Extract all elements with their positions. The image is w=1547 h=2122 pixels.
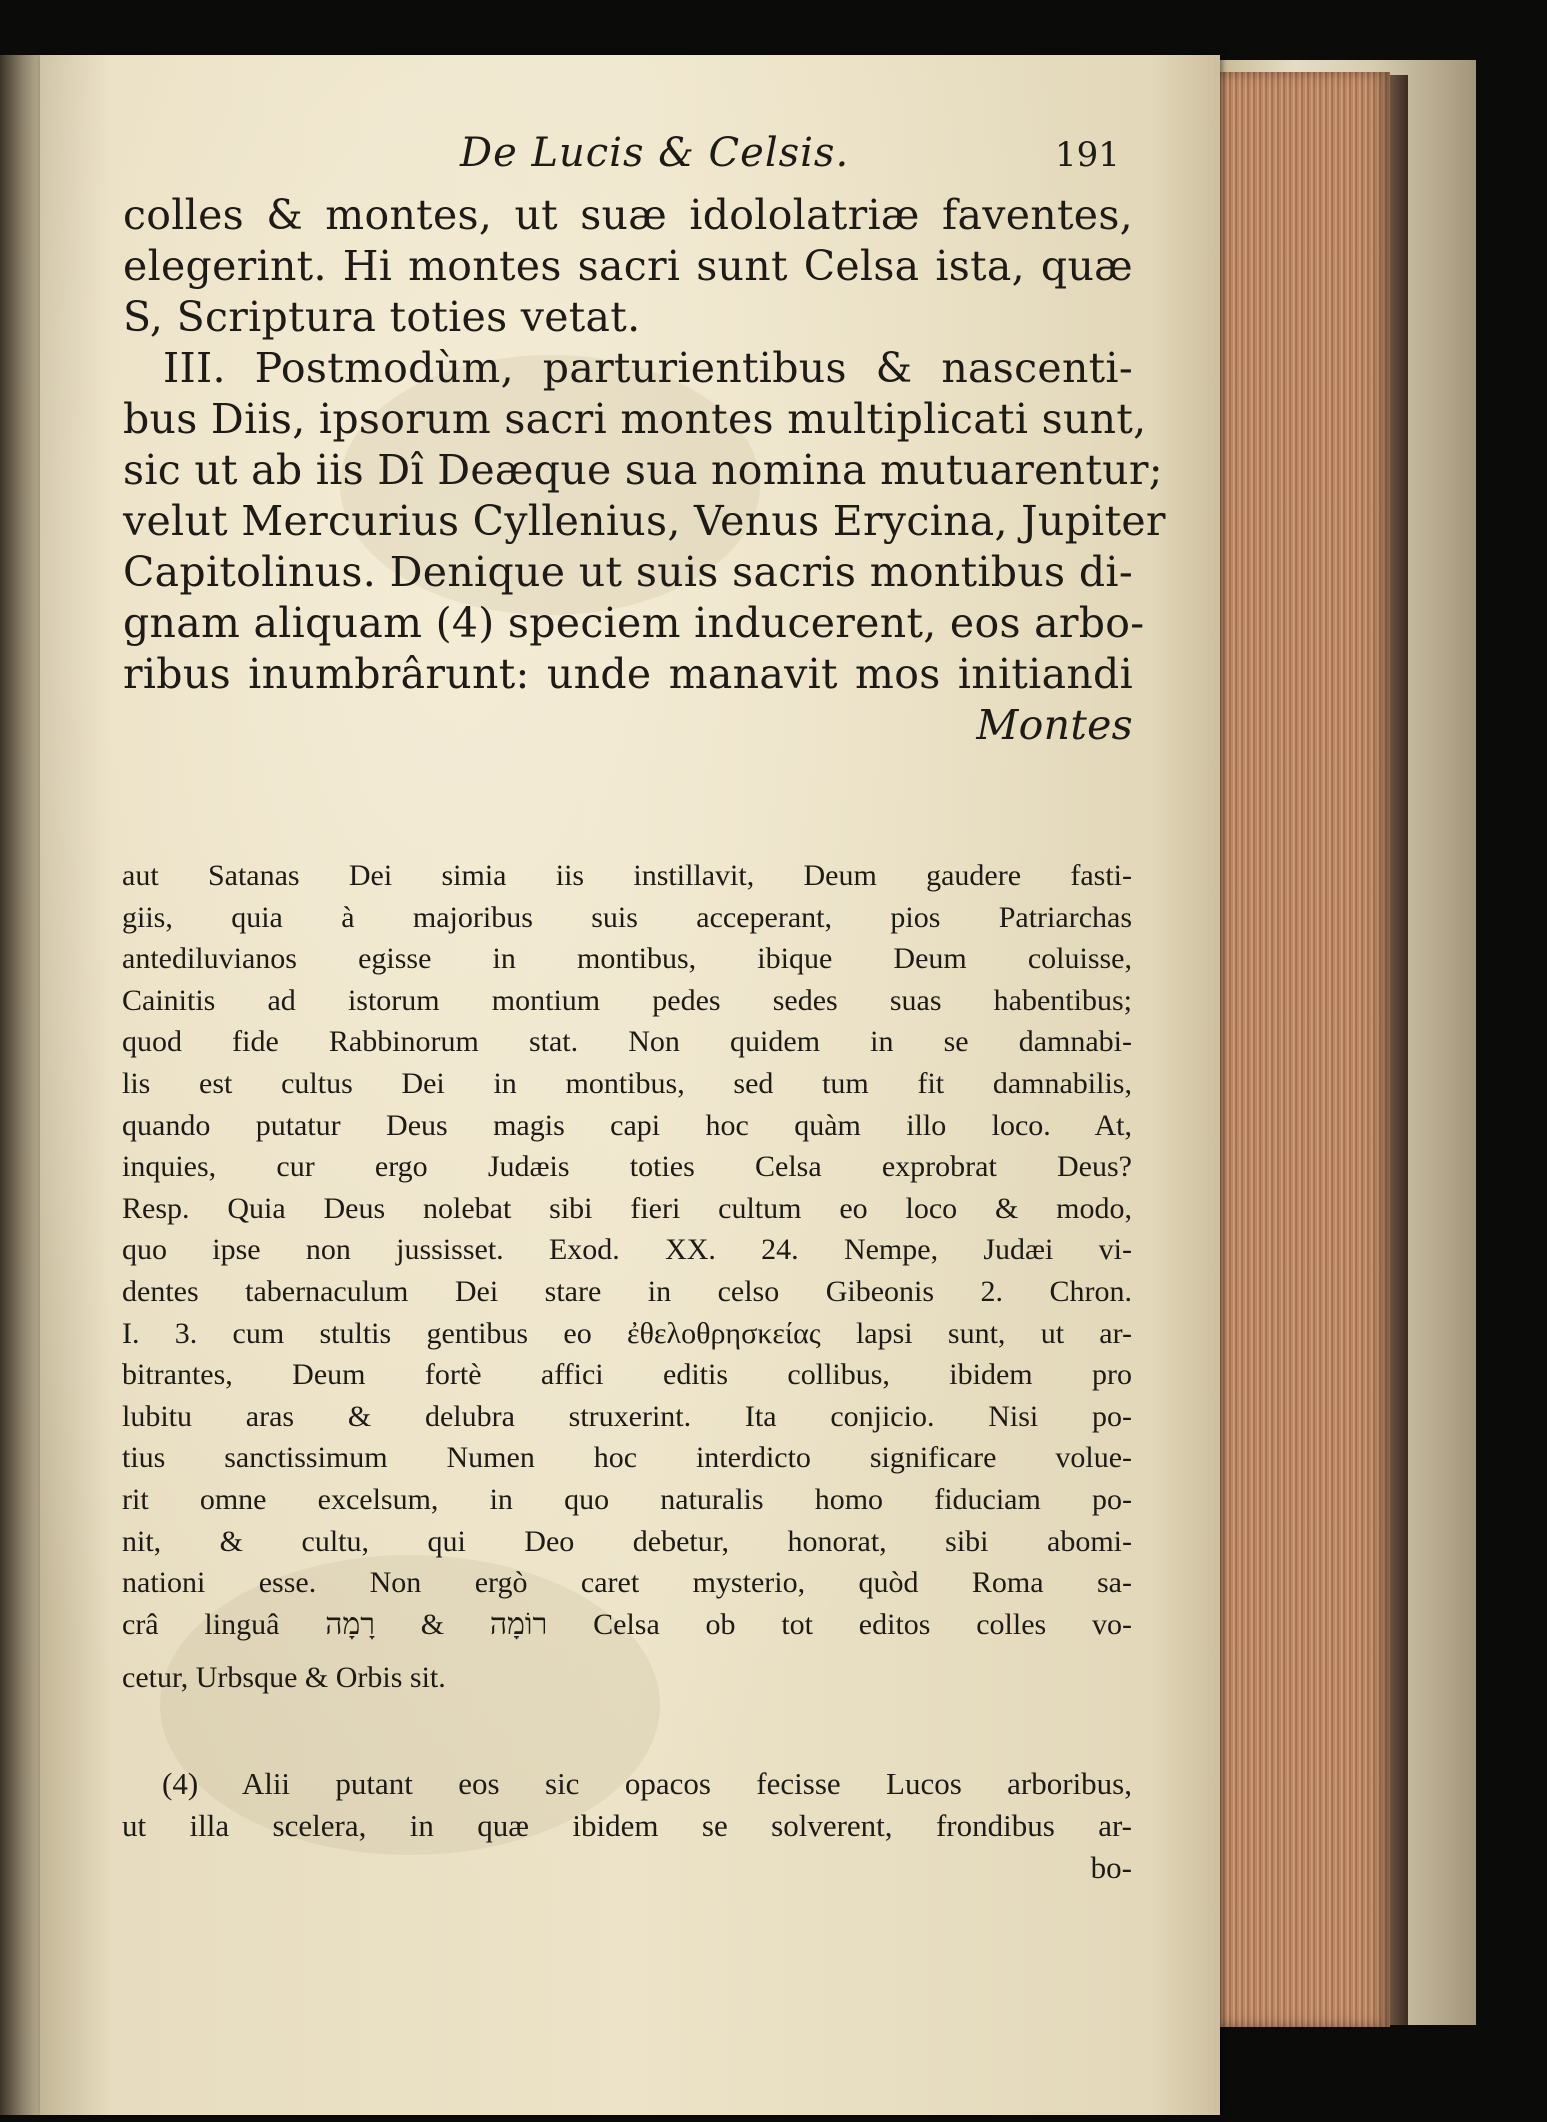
note-line: quod fide Rabbinorum stat. Non quidem in se damnabi- [122,1025,1132,1059]
main-line: bus Diis, ipsorum sacri montes multiplicati sunt, [123,395,1147,443]
note-line: quo ipse non jussisset. Exod. XX. 24. Nempe, Judæi vi- [122,1233,1132,1267]
note-line: dentes tabernaculum Dei stare in celso Gibeonis 2. Chron. [122,1274,1132,1308]
note-text [122,855,1132,1699]
left-page-edge [0,55,40,2115]
main-line: gnam aliquam (4) speciem inducerent, eos arbo- [123,599,1145,647]
note-line: quando putatur Deus magis capi hoc quàm illo loco. At, [122,1108,1132,1142]
note-line: Cainitis ad istorum montium pedes sedes suas habentibus; [122,983,1132,1017]
note-line: cetur, Urbsque & Orbis sit. [122,1661,446,1695]
catchword: Montes [976,701,1133,749]
footnote-line: ut illa scelera, in quæ ibidem se solverent, frondibus ar- [122,1808,1132,1843]
main-text [123,190,1166,751]
note-line: lis est cultus Dei in montibus, sed tum fit damnabilis, [122,1066,1132,1100]
main-line: colles & montes, ut suæ idololatriæ faventes, [123,191,1133,239]
main-line: III. Postmodùm, parturientibus & nascenti- [163,344,1133,392]
note-line: I. 3. cum stultis gentibus eo ἐθελοθρησκείας lapsi sunt, ut ar- [122,1316,1132,1350]
note-line: tius sanctissimum Numen hoc interdicto significare volue- [122,1441,1132,1475]
note-line: bitrantes, Deum fortè affici editis collibus, ibidem pro [122,1358,1132,1392]
note-line: lubitu aras & delubra struxerint. Ita conjicio. Nisi po- [122,1399,1132,1433]
note-line: crâ linguâ רוֹמָה & רָמָה Celsa ob tot editos colles vo- [122,1607,1132,1641]
page-fore-edge [1220,72,1390,2027]
book-page [40,55,1220,2115]
main-line: S, Scriptura toties vetat. [123,293,641,341]
footnote [122,1763,1132,1889]
running-title: De Lucis & Celsis. [460,130,850,176]
note-line: nationi esse. Non ergò caret mysterio, quòd Roma sa- [122,1566,1132,1600]
main-line: ribus inumbrârunt: unde manavit mos initiandi [123,650,1133,698]
main-line: sic ut ab iis Dî Deæque sua nomina mutuarentur; [123,446,1163,494]
footnote-line: (4) Alii putant eos sic opacos fecisse Lucos arboribus, [162,1766,1132,1801]
note-line: aut Satanas Dei simia iis instillavit, Deum gaudere fasti- [122,859,1132,892]
note-line: inquies, cur ergo Judæis toties Celsa exprobrat Deus? [122,1150,1132,1184]
main-line: Capitolinus. Denique ut suis sacris montibus di- [123,548,1133,596]
page-number: 191 [1055,135,1120,175]
note-line: Resp. Quia Deus nolebat sibi fieri cultum eo loco & modo, [122,1191,1132,1225]
note-line: rit omne excelsum, in quo naturalis homo fiduciam po- [122,1482,1132,1516]
footnote-catchword: bo- [1090,1850,1132,1885]
note-line: nit, & cultu, qui Deo debetur, honorat, sibi abomi- [122,1524,1132,1558]
note-line: antediluvianos egisse in montibus, ibique Deum coluisse, [122,942,1132,976]
note-line: giis, quia à majoribus suis acceperant, pios Patriarchas [122,900,1132,934]
main-line: elegerint. Hi montes sacri sunt Celsa ista, quæ [123,242,1133,290]
fore-edge-shadow [1390,75,1408,2025]
main-line: velut Mercurius Cyllenius, Venus Erycina, Jupiter [123,497,1166,545]
